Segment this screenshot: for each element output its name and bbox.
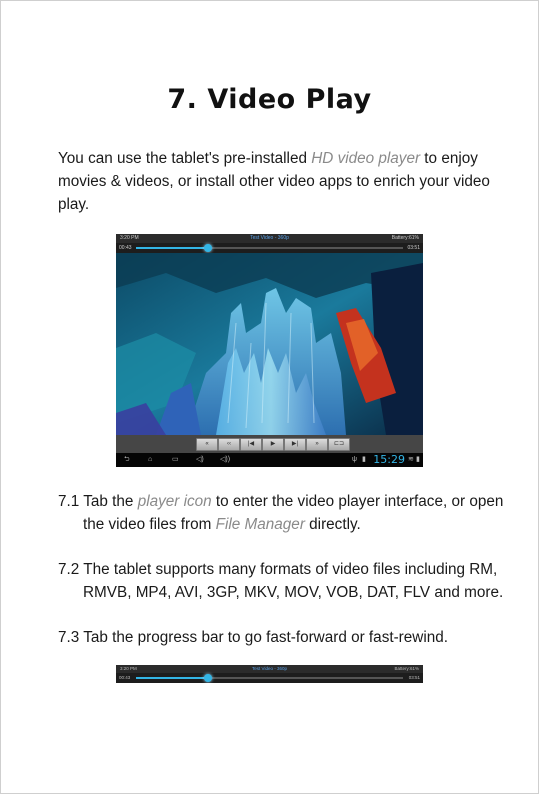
strip-progress-row	[116, 673, 423, 683]
next-button[interactable]: ▶|	[284, 438, 306, 451]
aspect-ratio-button[interactable]: ⊏⊐	[328, 438, 350, 451]
rewind-button[interactable]: «	[196, 438, 218, 451]
intro-paragraph	[58, 147, 498, 216]
battery-status: Battery:61%	[391, 235, 419, 241]
intro-highlight: HD video player	[311, 150, 421, 167]
progress-fill	[136, 247, 208, 249]
progress-bar-screenshot	[116, 665, 423, 683]
volume-down-icon[interactable]: ◁)	[196, 456, 204, 463]
elapsed-time: 00:43	[119, 245, 132, 251]
strip-progress-fill	[136, 677, 208, 679]
status-bar	[116, 234, 423, 243]
strip-progress-bar[interactable]	[136, 677, 403, 679]
previous-button[interactable]: |◀	[240, 438, 262, 451]
strip-progress-thumb[interactable]	[204, 674, 212, 682]
total-time: 03:51	[407, 245, 420, 251]
video-player-screenshot	[116, 234, 423, 467]
video-title: Test Video - 360p	[250, 235, 289, 241]
intro-text-2: to enjoy movies & videos, or install other video apps to enrich your video play.	[58, 150, 490, 213]
item-text: The tablet supports many formats of video files including RM,	[83, 561, 498, 578]
battery-icon: ▮	[416, 456, 420, 463]
item-7-1	[58, 490, 508, 536]
status-time: 3:20 PM	[120, 235, 139, 241]
item-text: RMVB, MP4, AVI, 3GP, MKV, MOV, VOB, DAT, FLV and more.	[83, 584, 504, 601]
clock: 15:29	[373, 453, 405, 466]
progress-row	[116, 243, 423, 253]
strip-status-bar	[116, 665, 423, 673]
item-number: 7.3	[58, 629, 80, 646]
item-text: Tab the	[83, 493, 138, 510]
video-frame-cave	[116, 253, 423, 435]
progress-thumb[interactable]	[204, 244, 212, 252]
progress-bar[interactable]	[136, 247, 403, 249]
item-text: the video files from	[83, 516, 216, 533]
strip-elapsed: 00:43	[119, 675, 131, 680]
item-7-3	[58, 626, 508, 649]
volume-up-icon[interactable]: ◁))	[220, 456, 231, 463]
recent-apps-icon[interactable]: ▭	[172, 456, 179, 463]
wifi-icon: ≋	[408, 456, 414, 463]
item-number: 7.2	[58, 561, 80, 578]
usb-icon: ψ	[352, 456, 357, 463]
strip-time: 3:20 PM	[120, 666, 137, 671]
fast-forward-button[interactable]: »	[306, 438, 328, 451]
sd-card-icon: ▮	[362, 456, 366, 463]
strip-battery: Battery:61%	[394, 666, 419, 671]
section-title: 7. Video Play	[167, 84, 372, 115]
home-icon[interactable]: ⌂	[148, 456, 153, 463]
step-back-button[interactable]: ‹‹	[218, 438, 240, 451]
item-text: directly.	[304, 516, 361, 533]
intro-text-1: You can use the tablet's pre-installed	[58, 150, 312, 167]
item-number: 7.1	[58, 493, 80, 510]
item-text: to enter the video player interface, or open	[211, 493, 504, 510]
item-highlight-file-manager: File Manager	[215, 516, 305, 533]
back-icon[interactable]: ⮌	[124, 456, 130, 463]
playback-controls	[116, 435, 423, 453]
item-highlight-player-icon: player icon	[137, 493, 212, 510]
play-button[interactable]: ▶	[262, 438, 284, 451]
strip-total: 03:51	[408, 675, 420, 680]
item-text: Tab the progress bar to go fast-forward or fast-rewind.	[83, 629, 448, 646]
strip-title: Test Video - 360p	[252, 666, 287, 671]
item-7-2	[58, 558, 508, 604]
system-nav-bar	[116, 453, 423, 467]
